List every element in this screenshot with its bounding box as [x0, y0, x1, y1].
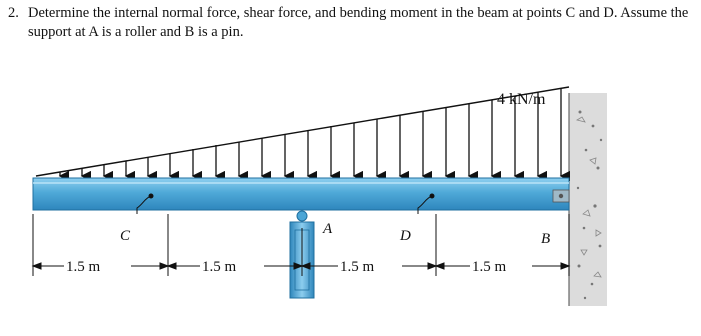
problem-text: Determine the internal normal force, shear force, and bending moment in the beam at points C and D. Assume the support at A is a roller and B is a pin.	[28, 5, 689, 40]
pin-support-b	[553, 190, 569, 202]
distributed-load	[36, 87, 569, 176]
point-d-label: D	[400, 228, 411, 244]
point-a-label: A	[323, 221, 333, 237]
dimension-label-1: 1.5 m	[66, 259, 101, 275]
load-label: 4 kN/m	[497, 91, 546, 108]
dimension-label-2: 1.5 m	[202, 259, 237, 275]
problem-number: 2.	[8, 5, 19, 21]
point-b-label: B	[541, 231, 551, 247]
point-c-label: C	[120, 228, 131, 244]
dimension-label-3: 1.5 m	[340, 259, 375, 275]
dimension-label-4: 1.5 m	[472, 259, 507, 275]
roller-support-a	[290, 211, 333, 298]
beam	[33, 178, 569, 210]
wall	[569, 93, 607, 306]
